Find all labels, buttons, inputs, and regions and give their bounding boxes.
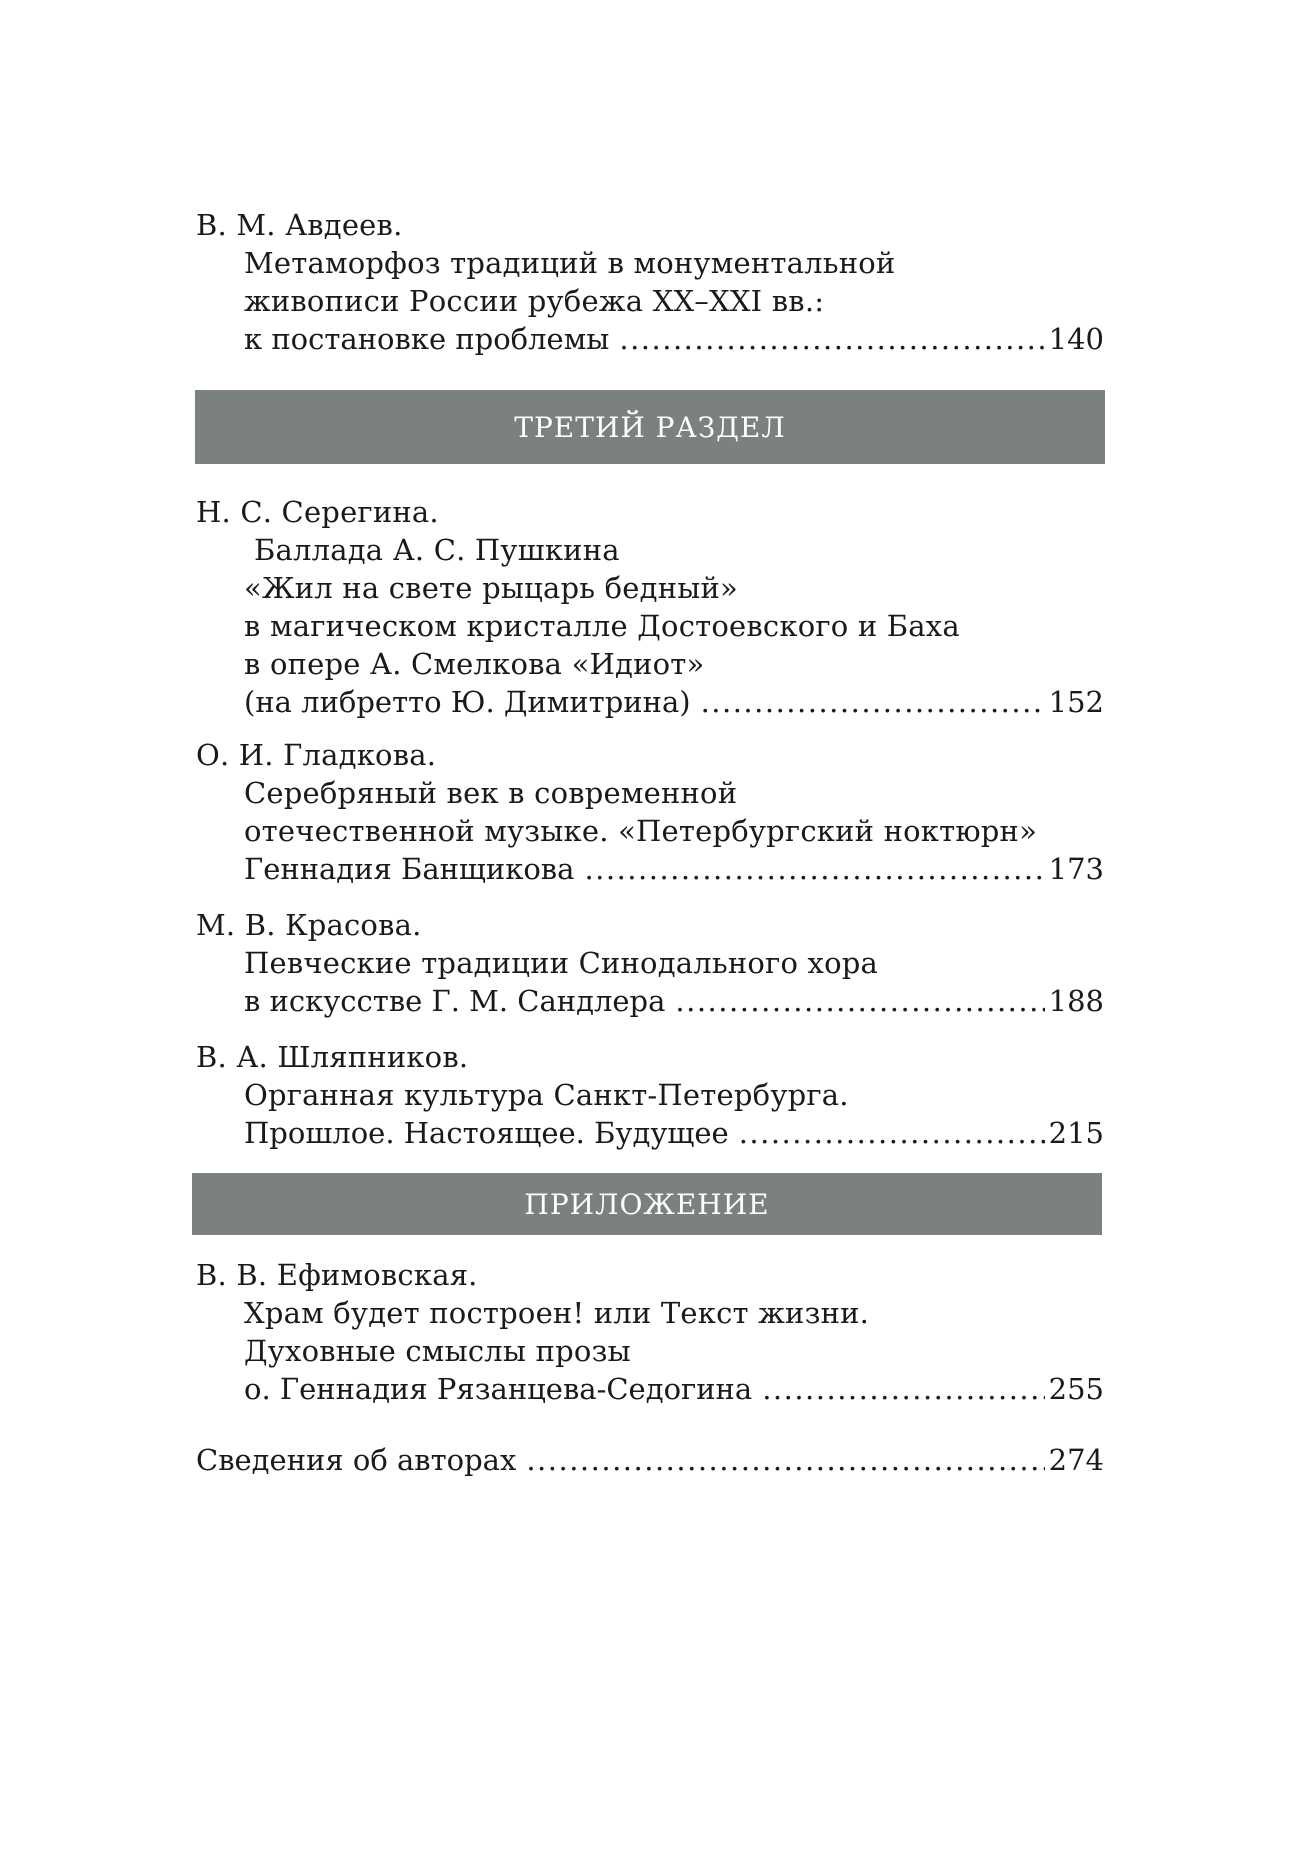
entry-title-line: (на либретто Ю. Димитрина) [244, 685, 691, 719]
entry-author: В. М. Авдеев. [196, 208, 403, 242]
toc-entry-link[interactable] [244, 1370, 1104, 1408]
page-number: 140 [1048, 322, 1104, 356]
toc-entry-link[interactable] [244, 683, 1104, 721]
page-number: 173 [1048, 852, 1104, 886]
page-number: 188 [1048, 984, 1104, 1018]
dot-leader [739, 1114, 1045, 1152]
entry-title-line: в искусстве Г. М. Сандлера [244, 984, 666, 1018]
entry-author: В. А. Шляпников. [196, 1040, 469, 1074]
dot-leader [762, 1370, 1044, 1408]
entry-title-line: Серебряный век в современной [244, 776, 738, 810]
page-number: 274 [1048, 1443, 1104, 1477]
entry-title-line: Метаморфоз традиций в монументальной [244, 246, 896, 280]
entry-title-line: Прошлое. Настоящее. Будущее [244, 1116, 729, 1150]
entry-title-line: живописи России рубежа XX–XXI вв.: [244, 284, 825, 318]
page-number: 255 [1048, 1372, 1104, 1406]
page-number: 215 [1048, 1116, 1104, 1150]
section-heading-text: ТРЕТИЙ РАЗДЕЛ [514, 410, 786, 444]
dot-leader [526, 1441, 1044, 1479]
entry-author: Н. С. Серегина. [196, 495, 439, 529]
toc-entry-link[interactable] [244, 850, 1104, 888]
section-heading-third [195, 390, 1105, 464]
entry-title-line: Храм будет построен! или Текст жизни. [244, 1296, 870, 1330]
entry-title-line: Баллада А. С. Пушкина [254, 533, 620, 567]
entry-title-line: Геннадия Банщикова [244, 852, 575, 886]
dot-leader [675, 982, 1044, 1020]
entry-title-line: Сведения об авторах [196, 1443, 517, 1477]
dot-leader [584, 850, 1044, 888]
section-heading-appendix [192, 1173, 1102, 1235]
toc-entry-link[interactable] [244, 320, 1104, 358]
entry-title-line: «Жил на свете рыцарь бедный» [244, 571, 738, 605]
entry-title-line: Духовные смыслы прозы [244, 1334, 631, 1368]
toc-entry-link[interactable] [244, 982, 1104, 1020]
entry-author: М. В. Красова. [196, 908, 422, 942]
entry-title-line: в магическом кристалле Достоевского и Баха [244, 609, 960, 643]
toc-entry-authors-info[interactable] [196, 1441, 1104, 1479]
entry-title-line: Певческие традиции Синодального хора [244, 946, 878, 980]
dot-leader [619, 320, 1044, 358]
entry-title-line: в опере А. Смелкова «Идиот» [244, 647, 705, 681]
entry-author: В. В. Ефимовская. [196, 1258, 478, 1292]
entry-title-line: отечественной музыке. «Петербургский ноктюрн» [244, 814, 1038, 848]
dot-leader [701, 683, 1045, 721]
entry-title-line: к постановке проблемы [244, 322, 610, 356]
entry-title-line: Органная культура Санкт-Петербурга. [244, 1078, 849, 1112]
section-heading-text: ПРИЛОЖЕНИЕ [524, 1187, 770, 1221]
page-number: 152 [1048, 685, 1104, 719]
entry-author: О. И. Гладкова. [196, 738, 437, 772]
entry-title-line: о. Геннадия Рязанцева-Седогина [244, 1372, 753, 1406]
toc-entry-link[interactable] [244, 1114, 1104, 1152]
